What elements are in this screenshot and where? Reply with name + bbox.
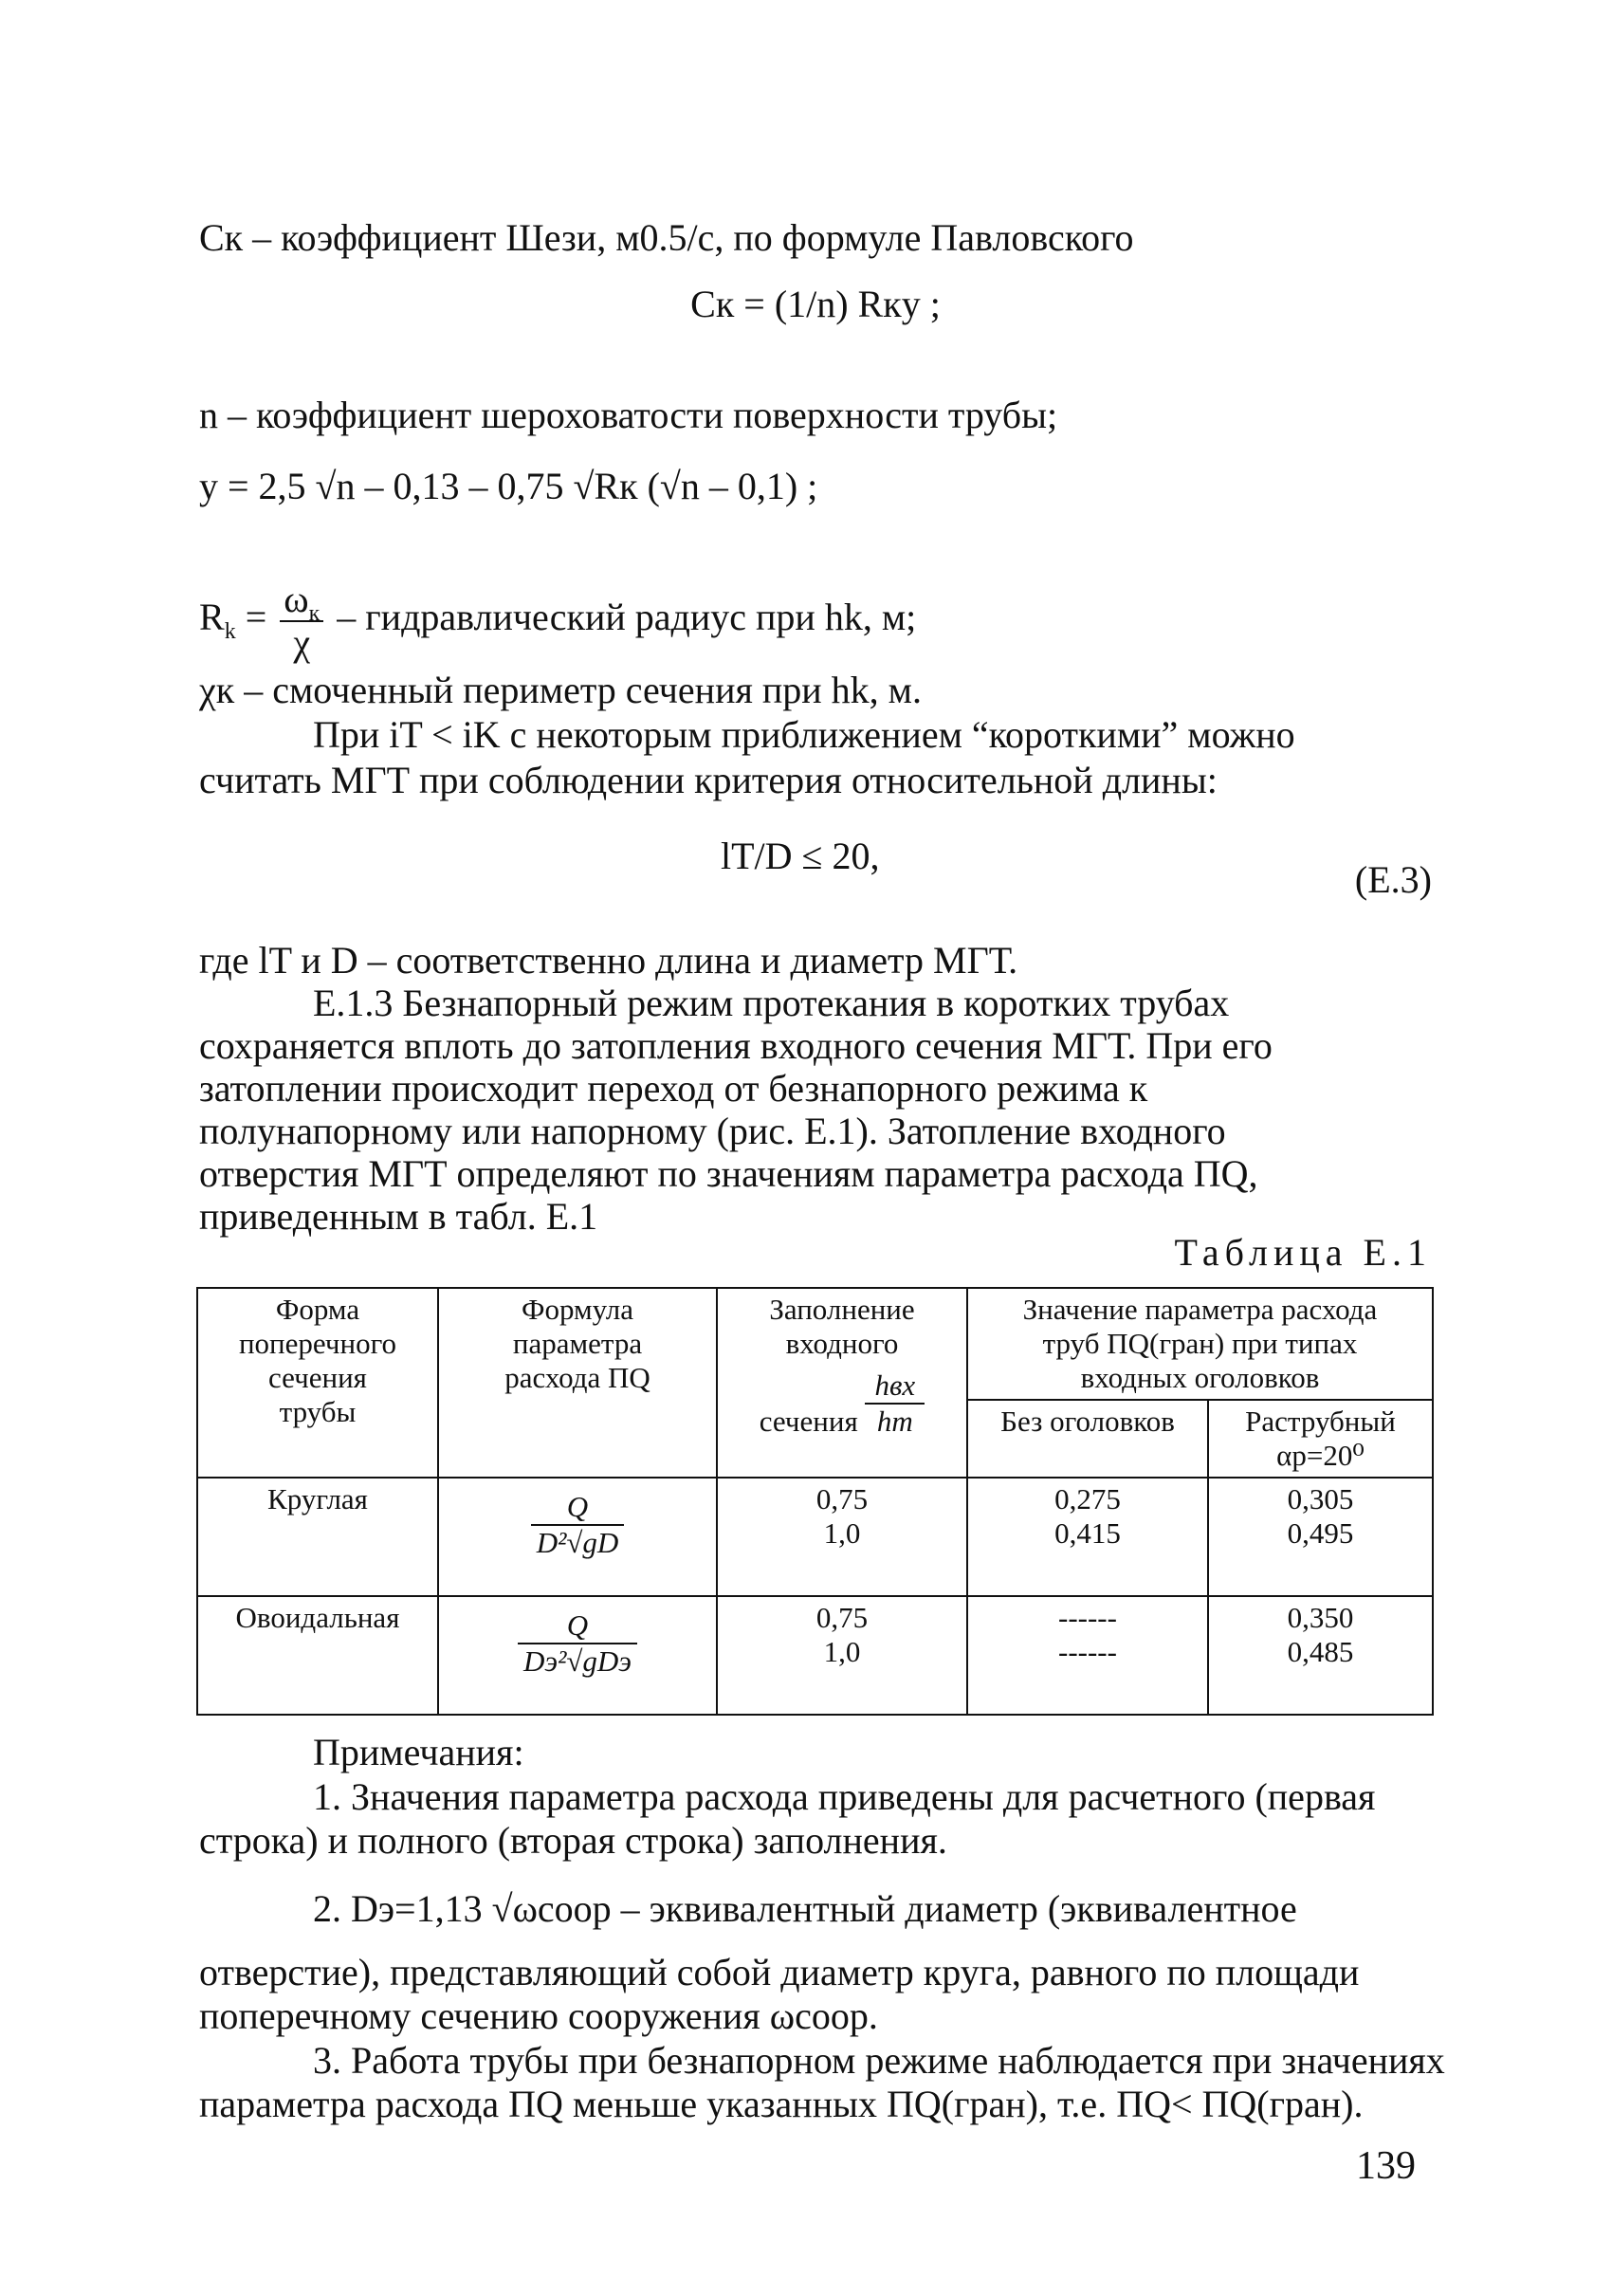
notes-title: Примечания: xyxy=(313,1731,524,1773)
cell-shape: Овоидальная xyxy=(197,1596,438,1715)
paragraph-2-line-6: приведенным в табл. Е.1 xyxy=(199,1195,598,1238)
note-2-line-1: 2. Dэ=1,13 √ωсоор – эквивалентный диаметр (эквивалентное xyxy=(313,1887,1297,1930)
paragraph-2-line-4: полунапорному или напорному (рис. Е.1). Затопление входного xyxy=(199,1110,1226,1152)
filling-ratio: $\frac{\text{hвх}}{hт}$ xyxy=(865,1368,925,1439)
note-3-line-1: 3. Работа трубы при безнапорном режиме наблюдается при значениях xyxy=(313,2039,1445,2082)
cell-no-head: ------ ------ xyxy=(967,1596,1208,1715)
cell-filling: 0,75 1,0 xyxy=(717,1596,967,1715)
text-line-chezy: Cк – коэффициент Шези, м0.5/с, по формуле Павловского xyxy=(199,216,1134,259)
paragraph-2-line-2: сохраняется вплоть до затопления входного сечения МГТ. При его xyxy=(199,1024,1273,1067)
page-number: 139 xyxy=(1356,2144,1416,2188)
paragraph-1-line-2: считать МГТ при соблюдении критерия относительной длины: xyxy=(199,759,1218,801)
note-1-line-2: строка) и полного (вторая строка) заполнения. xyxy=(199,1819,947,1862)
formula-c: Cк = (1/n) Rкy ; xyxy=(690,283,941,325)
paragraph-2-line-5: отверстия МГТ определяют по значениям параметра расхода ПQ, xyxy=(199,1152,1258,1195)
rk-symbol: $R_k$ = xyxy=(199,596,267,645)
cell-shape: Круглая xyxy=(197,1478,438,1596)
paragraph-2-line-3: затоплении происходит переход от безнапорного режима к xyxy=(199,1067,1148,1110)
cell-filling: 0,75 1,0 xyxy=(717,1478,967,1596)
note-2-line-3: поперечному сечению сооружения ωсоор. xyxy=(199,1994,878,2037)
text-line-chi: χк – смоченный периметр сечения при hk, м. xyxy=(199,669,922,711)
cell-no-head: 0,275 0,415 xyxy=(967,1478,1208,1596)
header-formula: Формула параметра расхода ПQ xyxy=(438,1288,717,1478)
cell-bell: 0,305 0,495 xyxy=(1208,1478,1433,1596)
header-bell: Раструбный αp=20⁰ xyxy=(1208,1400,1433,1478)
text-line-n: n – коэффициент шероховатости поверхности трубы; xyxy=(199,394,1058,436)
table-header-row-1 xyxy=(197,1288,1433,1400)
equation-label: (E.3) xyxy=(1354,858,1432,901)
paragraph-1-line-1: При iT < iK с некоторым приближением “короткими” можно xyxy=(313,713,1295,756)
cell-formula: $\frac{Q}{\text{Dэ²√gDэ}}$ xyxy=(438,1596,717,1715)
cell-formula: $\frac{Q}{\text{D²√gD}}$ xyxy=(438,1478,717,1596)
rk-fraction: $\frac{\omega_к}{\chi}$ xyxy=(280,579,323,664)
formula-y: y = 2,5 √n – 0,13 – 0,75 √Rк (√n – 0,1) ; xyxy=(199,465,818,507)
table-row xyxy=(197,1478,1433,1596)
formula-rk xyxy=(199,579,1432,664)
table-title: Таблица Е.1 xyxy=(1174,1231,1432,1274)
table-row xyxy=(197,1596,1433,1715)
rk-description: – гидравлический радиус при hk, м; xyxy=(337,596,917,639)
note-3-line-2: параметра расхода ПQ меньше указанных ПQ(гран), т.е. ПQ< ПQ(гран). xyxy=(199,2083,1364,2125)
note-1-line-1: 1. Значения параметра расхода приведены для расчетного (первая xyxy=(313,1775,1376,1818)
cell-bell: 0,350 0,485 xyxy=(1208,1596,1433,1715)
paragraph-2-line-1: Е.1.3 Безнапорный режим протекания в коротких трубах xyxy=(313,982,1230,1024)
table-e1 xyxy=(196,1287,1434,1716)
where-line: где lT и D – соответственно длина и диаметр МГТ. xyxy=(199,939,1018,982)
formula-e3: lT/D ≤ 20, xyxy=(721,835,880,877)
header-filling: Заполнение входного сечения $\frac{\text{hвх}}{hт}$ xyxy=(717,1288,967,1478)
note-2-line-2: отверстие), представляющий собой диаметр круга, равного по площади xyxy=(199,1951,1360,1993)
header-value-group: Значение параметра расхода труб ПQ(гран) при типах входных оголовков xyxy=(967,1288,1433,1400)
header-no-head: Без оголовков xyxy=(967,1400,1208,1478)
header-shape: Форма поперечного сечения трубы xyxy=(197,1288,438,1478)
